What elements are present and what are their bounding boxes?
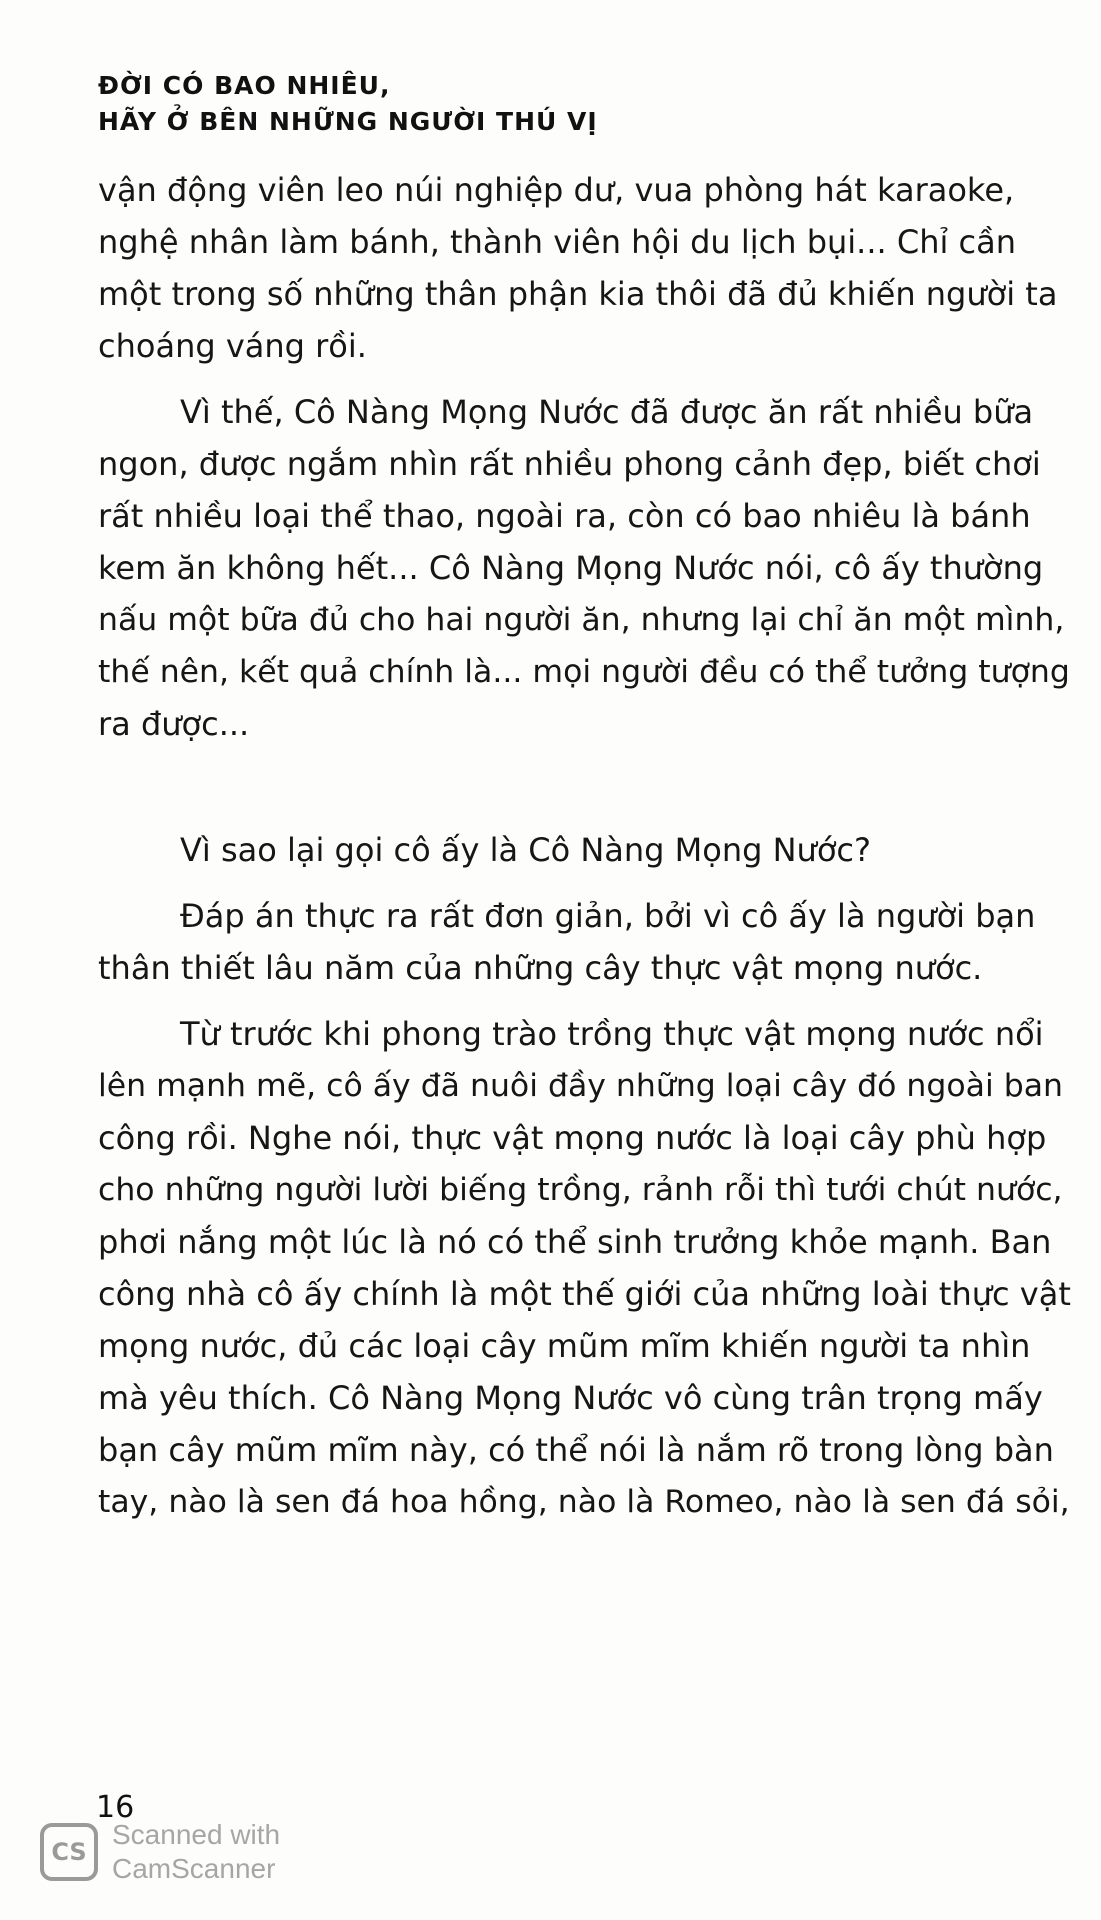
- body-line: rất nhiều loại thể thao, ngoài ra, còn có bao nhiêu là bánh: [98, 497, 1031, 535]
- body-line: Từ trước khi phong trào trồng thực vật mọng nước nổi: [180, 1015, 1044, 1053]
- body-line: nghệ nhân làm bánh, thành viên hội du lịch bụi... Chỉ cần: [98, 223, 1017, 261]
- body-line: nấu một bữa đủ cho hai người ăn, nhưng lại chỉ ăn một mình,: [98, 602, 1065, 638]
- body-line: Vì sao lại gọi cô ấy là Cô Nàng Mọng Nước?: [180, 831, 871, 869]
- watermark-line-1: Scanned with: [112, 1819, 281, 1850]
- body-line: công nhà cô ấy chính là một thế giới của những loài thực vật: [98, 1275, 1071, 1313]
- body-line: Vì thế, Cô Nàng Mọng Nước đã được ăn rất nhiều bữa: [180, 393, 1034, 431]
- body-line: cho những người lười biếng trồng, rảnh rỗi thì tưới chút nước,: [98, 1172, 1063, 1208]
- body-line: thân thiết lâu năm của những cây thực vật mọng nước.: [98, 949, 983, 987]
- running-header: [98, 68, 598, 140]
- body-line: mọng nước, đủ các loại cây mũm mĩm khiến người ta nhìn: [98, 1327, 1031, 1365]
- camscanner-watermark: [40, 1812, 280, 1892]
- watermark-line-2: CamScanner: [112, 1853, 276, 1884]
- body-line: một trong số những thân phận kia thôi đã đủ khiến người ta: [98, 275, 1058, 313]
- body-line: bạn cây mũm mĩm này, có thể nói là nắm rõ trong lòng bàn: [98, 1431, 1054, 1469]
- body-line: Đáp án thực ra rất đơn giản, bởi vì cô ấy là người bạn: [180, 897, 1036, 935]
- body-line: phơi nắng một lúc là nó có thể sinh trưởng khỏe mạnh. Ban: [98, 1223, 1052, 1261]
- body-line: thế nên, kết quả chính là... mọi người đều có thể tưởng tượng: [98, 654, 1070, 690]
- camscanner-logo: [40, 1823, 98, 1881]
- watermark-text: [112, 1818, 280, 1886]
- body-line: tay, nào là sen đá hoa hồng, nào là Romeo, nào là sen đá sỏi,: [98, 1484, 1070, 1520]
- camscanner-logo-text: CS: [51, 1838, 87, 1866]
- body-line: công rồi. Nghe nói, thực vật mọng nước là loại cây phù hợp: [98, 1119, 1047, 1157]
- body-line: ngon, được ngắm nhìn rất nhiều phong cảnh đẹp, biết chơi: [98, 445, 1041, 483]
- body-line: vận động viên leo núi nghiệp dư, vua phòng hát karaoke,: [98, 171, 1015, 209]
- body-line: ra được...: [98, 705, 250, 743]
- body-line: kem ăn không hết... Cô Nàng Mọng Nước nói, cô ấy thường: [98, 549, 1044, 587]
- body-line: lên mạnh mẽ, cô ấy đã nuôi đầy những loại cây đó ngoài ban: [98, 1068, 1063, 1104]
- page-number: 16: [96, 1790, 135, 1825]
- body-line: mà yêu thích. Cô Nàng Mọng Nước vô cùng trân trọng mấy: [98, 1379, 1043, 1417]
- running-header-line-2: HÃY Ở BÊN NHỮNG NGƯỜI THÚ VỊ: [98, 107, 598, 136]
- running-header-line-1: ĐỜI CÓ BAO NHIÊU,: [98, 71, 391, 100]
- body-line: choáng váng rồi.: [98, 327, 367, 365]
